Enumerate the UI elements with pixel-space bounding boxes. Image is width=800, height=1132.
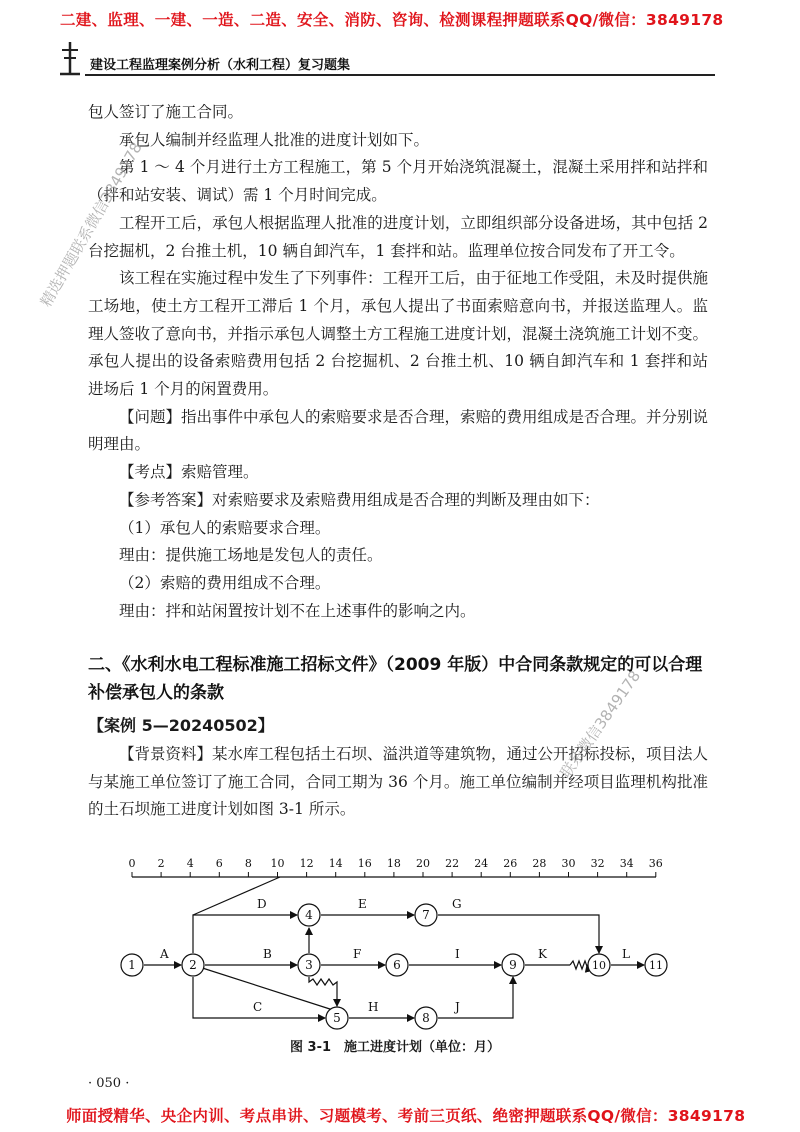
activity-label: E — [358, 897, 367, 911]
leader-line-2-10 — [193, 877, 280, 915]
answer-item: （1）承包人的索赔要求合理。 — [119, 518, 331, 537]
activity-arrow-G — [438, 915, 599, 953]
timescale-label: 26 — [503, 857, 518, 870]
body-text — [88, 99, 708, 625]
paragraph: 【背景资料】某水库工程包括土石坝、溢洪道等建筑物，通过公开招标投标，项目法人与某施工单位签订了施工合同，合同工期为 36 个月。施工单位编制并经项目监理机构批准的土石坝施工进度计划如图 3-1 所示。 — [88, 745, 709, 819]
paragraph: 该工程在实施过程中发生了下列事件：工程开工后，由于征地工作受阻，未及时提供施工场地，使土方工程开工滞后 1 个月，承包人提出了书面索赔意向书，并报送监理人。监理人签收了意向书，并指示承包人调整土方工程施工进度计划，混凝土浇筑施工计划不变。承包人提出的设备索赔费用包括 2 台挖掘机、2 台推土机、10 辆自卸汽车和 1 套拌和站进场后 1 个月的闲置费用。 — [88, 269, 709, 399]
paragraph: 第 1 ～ 4 个月进行土方工程施工，第 5 个月开始浇筑混凝土，混凝土采用拌和站拌和（拌和站安装、调试）需 1 个月时间完成。 — [88, 158, 708, 205]
timescale-label: 6 — [215, 857, 223, 870]
node-label: 1 — [128, 958, 136, 972]
answer-intro: 【参考答案】对索赔要求及索赔费用组成是否合理的判断及理由如下： — [119, 490, 600, 509]
answer-item: （2）索赔的费用组成不合理。 — [119, 573, 331, 592]
activity-label: G — [452, 897, 462, 911]
timescale-label: 2 — [157, 857, 165, 870]
paragraph: 包人签订了施工合同。 — [88, 103, 244, 121]
timescale-label: 8 — [244, 857, 252, 870]
activity-label: F — [353, 947, 362, 961]
activity-arrow-J — [438, 977, 513, 1018]
timescale-label: 12 — [299, 857, 314, 870]
case-background — [88, 741, 708, 824]
top-ad-banner: 二建、监理、一建、一造、二造、安全、消防、咨询、检测课程押题联系QQ/微信：3849178 — [60, 11, 724, 29]
timescale-label: 36 — [648, 857, 663, 870]
activity-label: A — [160, 947, 169, 961]
key-point: 【考点】索赔管理。 — [119, 463, 259, 482]
node-label: 7 — [422, 908, 430, 922]
schedule-network-diagram — [110, 850, 690, 1040]
timescale-label: 16 — [357, 857, 372, 870]
node-label: 6 — [393, 958, 401, 972]
node-label: 5 — [333, 1011, 341, 1025]
activity-label: D — [257, 897, 267, 911]
node-label: 3 — [305, 958, 313, 972]
node-label: 8 — [422, 1011, 430, 1025]
bottom-ad-banner: 师面授精华、央企内训、考点串讲、习题模考、考前三页纸、绝密押题联系QQ/微信：3849178 — [66, 1107, 746, 1125]
answer-reason: 理由：提供施工场地是发包人的责任。 — [119, 546, 383, 565]
wavy-line-3-5 — [309, 977, 337, 1006]
timescale-label: 14 — [328, 857, 343, 870]
node-label: 4 — [305, 908, 313, 922]
timescale-label: 30 — [561, 857, 576, 870]
figure-caption: 图 3-1 施工进度计划（单位：月） — [290, 1040, 501, 1055]
header-logo-icon — [58, 40, 84, 80]
timescale-label: 20 — [416, 857, 430, 870]
question: 【问题】指出事件中承包人的索赔要求是否合理，索赔的费用组成是否合理。并分别说明理由。 — [88, 407, 709, 454]
activity-arrow-D — [193, 915, 297, 953]
node-label: 11 — [649, 959, 663, 972]
node-label: 9 — [509, 958, 517, 972]
timescale-label: 32 — [590, 857, 605, 870]
case-title: 【案例 5—20240502】 — [88, 716, 274, 735]
section-heading: 二、《水利水电工程标准施工招标文件》（2009 年版）中合同条款规定的可以合理补偿承包人的条款 — [88, 655, 703, 703]
header-rule — [85, 74, 715, 76]
node-label: 10 — [592, 959, 606, 972]
activity-label: K — [538, 947, 547, 961]
book-title: 建设工程监理案例分析（水利工程）复习题集 — [90, 58, 351, 73]
activity-label: C — [253, 1000, 263, 1014]
timescale-label: 18 — [386, 857, 401, 870]
timescale-label: 4 — [186, 857, 194, 870]
page-number: · 050 · — [88, 1076, 130, 1091]
activity-label: B — [263, 947, 272, 961]
node-label: 2 — [189, 958, 197, 972]
timescale-label: 0 — [128, 857, 136, 870]
paragraph: 承包人编制并经监理人批准的进度计划如下。 — [119, 130, 430, 149]
watermark: 精选押题联系微信3849178 — [36, 139, 146, 310]
activity-label: H — [368, 1000, 379, 1014]
timescale-label: 10 — [270, 857, 285, 870]
activity-label: I — [455, 947, 460, 961]
timescale-label: 28 — [532, 857, 547, 870]
wavy-line-9-10 — [570, 961, 588, 969]
paragraph: 工程开工后，承包人根据监理人批准的进度计划，立即组织部分设备进场，其中包括 2 台挖掘机，2 台推土机，10 辆自卸汽车，1 套拌和站。监理单位按合同发布了开工令。 — [88, 213, 708, 260]
watermark: 联系微信3849178 — [556, 667, 645, 782]
timescale-label: 34 — [619, 857, 634, 870]
activity-label: L — [622, 947, 630, 961]
timescale-label: 24 — [474, 857, 489, 870]
activity-label: J — [455, 1000, 460, 1014]
answer-reason: 理由：拌和站闲置按计划不在上述事件的影响之内。 — [119, 601, 476, 620]
timescale-label: 22 — [445, 857, 460, 870]
